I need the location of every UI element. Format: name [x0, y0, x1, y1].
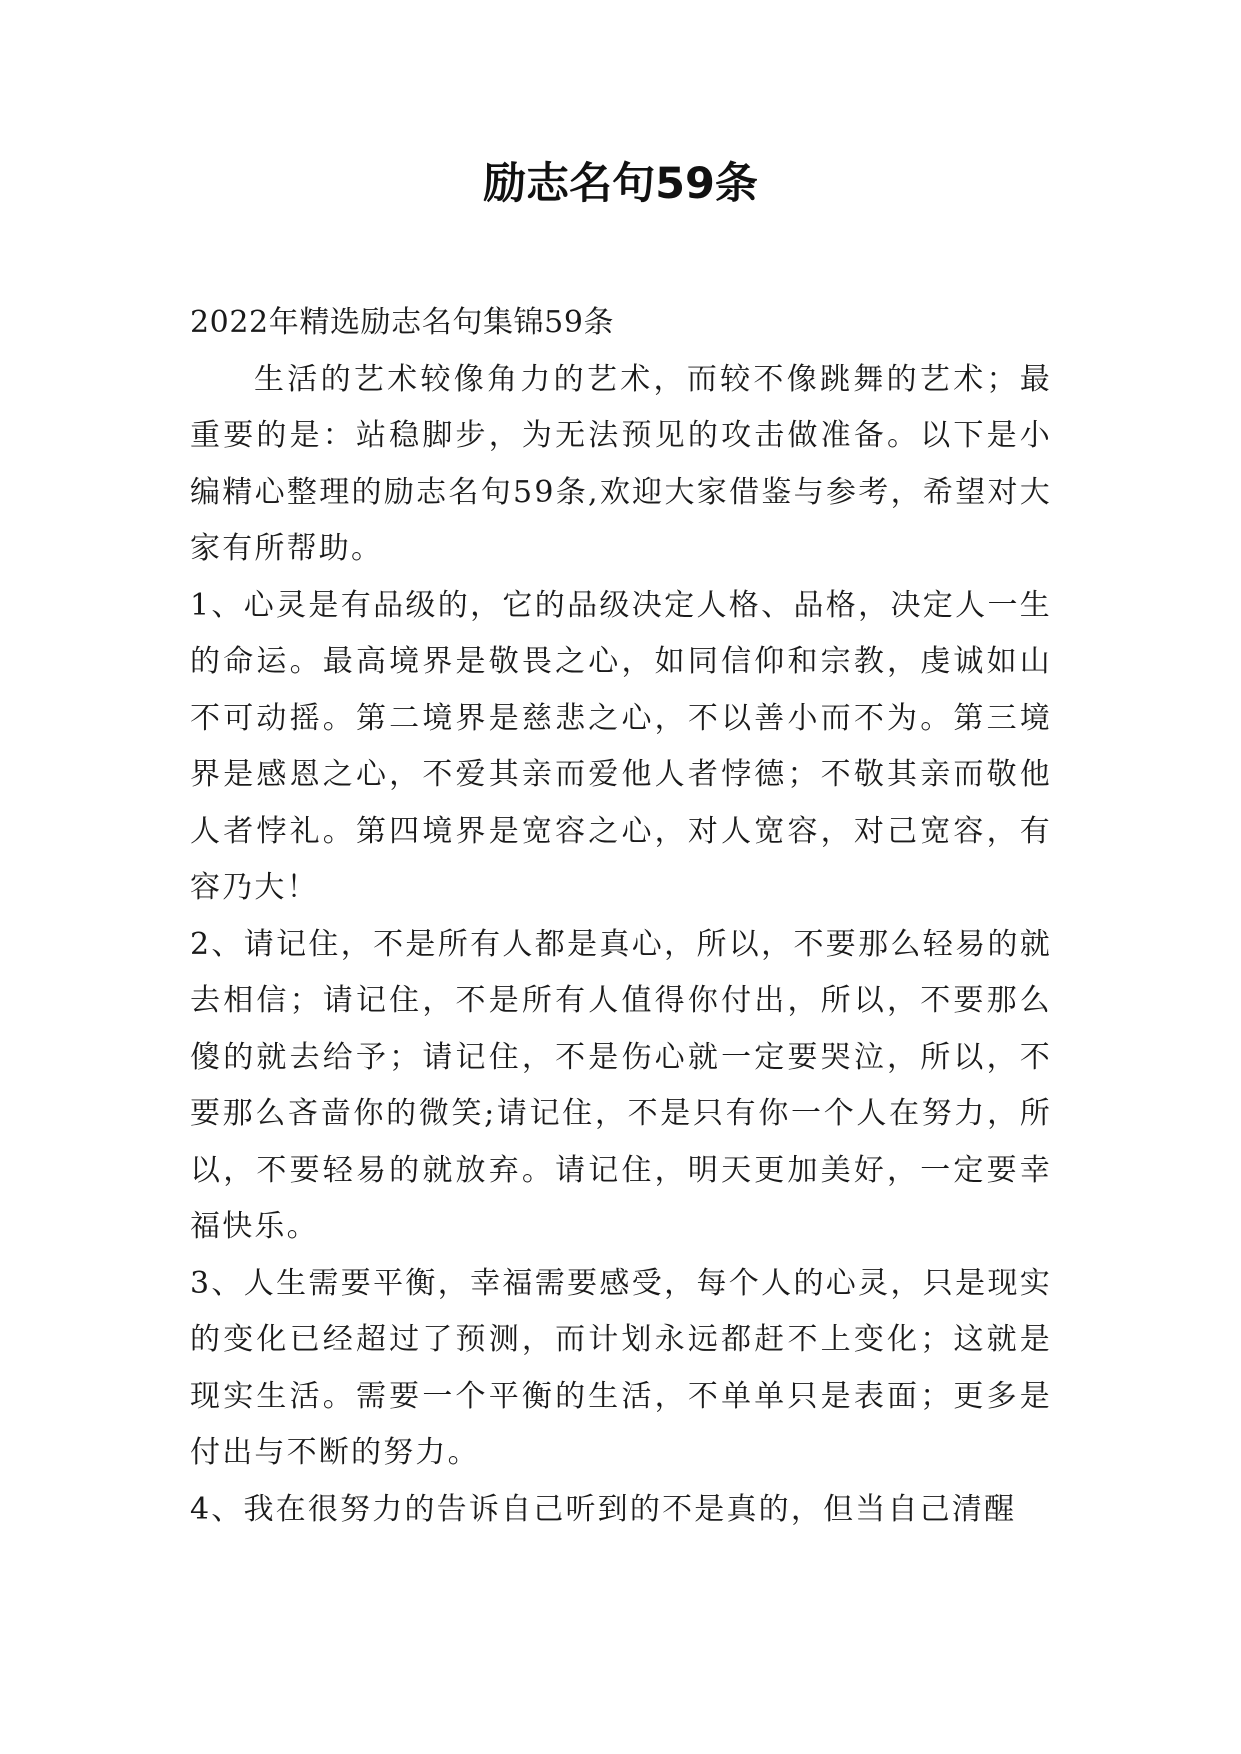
list-item: 3、人生需要平衡，幸福需要感受，每个人的心灵，只是现实的变化已经超过了预测，而计划永远都赶不上变化；这就是现实生活。需要一个平衡的生活，不单单只是表面；更多是付出与不断的努力。: [190, 1265, 1052, 1470]
list-item: 1、心灵是有品级的，它的品级决定人格、品格，决定人一生的命运。最高境界是敬畏之心，如同信仰和宗教，虔诚如山不可动摇。第二境界是慈悲之心，不以善小而不为。第三境界是感恩之心，不爱其亲而爱他人者悖德；不敬其亲而敬他人者悖礼。第四境界是宽容之心，对人宽容，对己宽容，有容乃大！: [190, 587, 1052, 905]
list-item: 2、请记住，不是所有人都是真心，所以，不要那么轻易的就去相信；请记住，不是所有人值得你付出，所以，不要那么傻的就去给予；请记住，不是伤心就一定要哭泣，所以，不要那么吝啬你的微笑;请记住，不是只有你一个人在努力，所以，不要轻易的就放弃。请记住，明天更加美好，一定要幸福快乐。: [190, 926, 1052, 1244]
document-title: 励志名句59条: [483, 159, 758, 209]
list-item: 4、我在很努力的告诉自己听到的不是真的，但当自己清醒: [190, 1491, 1017, 1527]
document-subtitle: 2022年精选励志名句集锦59条: [190, 305, 615, 340]
document-body: [190, 295, 1052, 1538]
intro-paragraph: 生活的艺术较像角力的艺术，而较不像跳舞的艺术；最重要的是：站稳脚步，为无法预见的攻击做准备。以下是小编精心整理的励志名句59条,欢迎大家借鉴与参考，希望对大家有所帮助。: [190, 361, 1052, 566]
